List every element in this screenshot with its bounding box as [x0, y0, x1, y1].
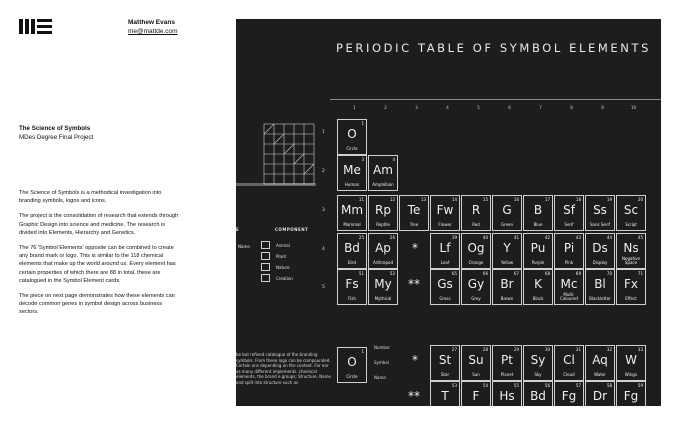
- description-paragraph: The Science of Symbols is a methodical investigation into branding symbols, logos and icons.: [19, 190, 162, 205]
- element-cell: [585, 269, 615, 305]
- element-number: 69: [575, 271, 581, 276]
- period-number: 4: [322, 247, 325, 252]
- element-name: Sans Serif: [589, 222, 611, 228]
- group-number: 6: [508, 105, 511, 110]
- element-name: Yellow: [500, 260, 514, 266]
- element-number: 30: [544, 347, 550, 352]
- element-symbol: T: [441, 389, 449, 403]
- element-cell: [430, 233, 460, 269]
- element-number: 53: [451, 383, 457, 388]
- element-cell: [523, 269, 553, 305]
- element-number: 13: [420, 197, 426, 202]
- element-number: 16: [513, 197, 519, 202]
- element-cell: [554, 381, 584, 406]
- element-cell: [337, 195, 367, 231]
- element-number: 55: [513, 383, 519, 388]
- element-cell: [616, 195, 646, 231]
- element-number: 40: [482, 235, 488, 240]
- element-cell: [523, 233, 553, 269]
- period-number: 5: [322, 285, 325, 290]
- element-symbol: Fx: [623, 277, 638, 291]
- element-name: Leaf: [440, 260, 450, 266]
- element-number: 1: [361, 349, 364, 354]
- element-number: 71: [637, 271, 643, 276]
- element-symbol: St: [438, 353, 452, 367]
- element-number: 39: [451, 235, 457, 240]
- element-symbol: Ap: [375, 241, 391, 255]
- element-name: Grey: [471, 296, 481, 302]
- key-number-label: Number: [374, 345, 391, 350]
- element-cell: [461, 269, 491, 305]
- element-cell: [585, 381, 615, 406]
- element-symbol: Y: [503, 241, 511, 255]
- creation-legend-icon: [261, 274, 270, 282]
- element-name: Orange: [468, 260, 484, 266]
- element-symbol: Me: [343, 163, 361, 177]
- element-name: Purple: [531, 260, 545, 266]
- group-number: 7: [539, 105, 542, 110]
- period-number: 1: [322, 130, 325, 135]
- element-name: Tree: [409, 222, 419, 228]
- poster-title: PERIODIC TABLE OF SYMBOL ELEMENTS: [336, 41, 652, 55]
- element-cell: [492, 195, 522, 231]
- element-symbol: Cl: [563, 353, 575, 367]
- element-cell: [461, 381, 491, 406]
- element-symbol: Su: [468, 353, 484, 367]
- element-name: Planet: [500, 372, 514, 378]
- element-name: Brown: [500, 296, 514, 302]
- element-number: 1: [361, 121, 364, 126]
- element-name: Human: [344, 182, 360, 188]
- legend-name-label: Name: [238, 244, 250, 249]
- legend-head-left: E: [236, 227, 240, 232]
- element-number: 65: [451, 271, 457, 276]
- element-name: Script: [625, 222, 637, 228]
- element-symbol: Gs: [437, 277, 453, 291]
- element-cell: [337, 155, 367, 191]
- element-name: Serif: [564, 222, 574, 228]
- element-symbol: Te: [407, 203, 421, 217]
- group-number: 4: [446, 105, 449, 110]
- element-cell: [554, 269, 584, 305]
- element-symbol: Mm: [340, 203, 364, 217]
- element-symbol: K: [534, 277, 542, 291]
- element-symbol: F: [472, 389, 480, 403]
- element-symbol: O: [347, 355, 357, 369]
- group-number: 1: [353, 105, 356, 110]
- element-symbol: O: [347, 127, 357, 141]
- element-symbol: Fg: [561, 389, 577, 403]
- key-sample-element: [337, 347, 367, 383]
- nature-legend-icon: [261, 263, 270, 271]
- element-cell: [616, 345, 646, 381]
- element-cell: [461, 345, 491, 381]
- element-cell: [523, 195, 553, 231]
- element-cell: [461, 195, 491, 231]
- element-cell: [616, 269, 646, 305]
- element-symbol: Pi: [563, 241, 575, 255]
- element-symbol: Bd: [530, 389, 546, 403]
- element-cell: [430, 195, 460, 231]
- element-cell: [616, 233, 646, 269]
- element-symbol: Lf: [439, 241, 451, 255]
- lanthanide-marker: *: [412, 353, 418, 367]
- element-number: 33: [637, 347, 643, 352]
- project-description: [19, 189, 179, 324]
- key-name-label: Name: [374, 375, 386, 380]
- plant-legend-icon: [261, 252, 270, 260]
- author-name: Matthew Evans: [128, 19, 175, 26]
- element-name: Grass: [439, 296, 451, 302]
- key-symbol-label: Symbol: [374, 360, 389, 365]
- element-number: 20: [637, 197, 643, 202]
- element-name: Star: [440, 372, 450, 378]
- element-name: Multi-Coloured: [560, 291, 578, 302]
- element-number: 29: [513, 347, 519, 352]
- element-number: 41: [513, 235, 519, 240]
- element-symbol: Dr: [592, 389, 608, 403]
- element-name: Circle: [346, 146, 358, 152]
- element-number: 11: [358, 197, 364, 202]
- element-number: 44: [606, 235, 612, 240]
- element-symbol: Am: [373, 163, 393, 177]
- description-paragraph: The piece on next page demonstrates how these elements can decode common genes in symbol design across business sectors.: [19, 293, 175, 316]
- element-name: Negative Space: [622, 255, 640, 266]
- element-number: 45: [637, 235, 643, 240]
- element-symbol: Sf: [563, 203, 575, 217]
- element-number: 15: [482, 197, 488, 202]
- element-number: 18: [575, 197, 581, 202]
- element-cell: [492, 345, 522, 381]
- period-number: 2: [322, 169, 325, 174]
- element-number: 31: [575, 347, 581, 352]
- element-number: 28: [482, 347, 488, 352]
- element-number: 42: [544, 235, 550, 240]
- element-number: 43: [575, 235, 581, 240]
- element-symbol: Pu: [530, 241, 546, 255]
- element-symbol: Ns: [623, 241, 639, 255]
- element-symbol: Fs: [345, 277, 359, 291]
- element-number: 14: [451, 197, 457, 202]
- element-number: 3: [361, 157, 364, 162]
- key-description-text: be but refined catalogue of the branding symbols. From these logo can be compounded. Certain ons depending on the context. For ear as many different implements. chemical elements, the brand e groups; Structure, Name and spilt into structure such as: [236, 352, 331, 385]
- element-name: Circle: [346, 374, 358, 380]
- legend-head-right: COMPONENT: [275, 227, 309, 232]
- element-name: Cloud: [563, 372, 575, 378]
- element-number: 58: [606, 383, 612, 388]
- element-cell: [399, 195, 429, 231]
- element-number: 54: [482, 383, 488, 388]
- project-subtitle: MDes Degree Final Project: [19, 134, 94, 141]
- element-number: 67: [513, 271, 519, 276]
- element-symbol: Og: [467, 241, 485, 255]
- element-cell: [368, 195, 398, 231]
- element-number: 59: [637, 383, 643, 388]
- element-symbol: Hs: [499, 389, 515, 403]
- element-cell: [368, 269, 398, 305]
- element-cell: [492, 233, 522, 269]
- element-cell: [523, 381, 553, 406]
- element-cell: [430, 269, 460, 305]
- element-name: Blackletter: [589, 296, 611, 302]
- element-name: Display: [592, 260, 608, 266]
- element-symbol: Gy: [467, 277, 485, 291]
- element-name: Black: [532, 296, 544, 302]
- element-symbol: Ss: [593, 203, 607, 217]
- element-symbol: W: [625, 353, 637, 367]
- element-symbol: Mc: [560, 277, 578, 291]
- element-number: 56: [544, 383, 550, 388]
- element-symbol: My: [374, 277, 392, 291]
- element-number: 4: [392, 157, 395, 162]
- element-number: 12: [389, 197, 395, 202]
- element-name: Bird: [348, 260, 356, 266]
- element-symbol: G: [502, 203, 512, 217]
- element-number: 52: [389, 271, 395, 276]
- element-name: Green: [500, 222, 514, 228]
- element-number: 68: [544, 271, 550, 276]
- actinide-marker: **: [408, 389, 420, 403]
- element-cell: [523, 345, 553, 381]
- periodic-table-poster: [236, 19, 661, 406]
- period-number: 3: [322, 208, 325, 213]
- element-name: Red: [472, 222, 480, 228]
- element-cell: [368, 233, 398, 269]
- element-symbol: Rp: [375, 203, 391, 217]
- element-number: 70: [606, 271, 612, 276]
- element-number: 66: [482, 271, 488, 276]
- element-cell: [492, 269, 522, 305]
- author-block: [128, 18, 178, 36]
- element-symbol: Fg: [623, 389, 639, 403]
- legend-item: Animal: [276, 243, 290, 248]
- element-cell: [554, 195, 584, 231]
- element-cell: [585, 195, 615, 231]
- element-cell: [585, 345, 615, 381]
- group-number: 8: [570, 105, 573, 110]
- element-name: Mammal: [343, 222, 361, 228]
- element-number: 51: [358, 271, 364, 276]
- animal-legend-icon: [261, 241, 270, 249]
- element-name: Blue: [533, 222, 543, 228]
- element-cell: [492, 381, 522, 406]
- element-cell: [554, 233, 584, 269]
- element-symbol: R: [471, 203, 481, 217]
- element-name: Water: [594, 372, 606, 378]
- element-symbol: Bl: [594, 277, 606, 291]
- element-number: 25: [358, 235, 364, 240]
- project-heading: [19, 124, 93, 142]
- group-number: 5: [477, 105, 480, 110]
- element-symbol: Aq: [592, 353, 608, 367]
- element-cell: [368, 155, 398, 191]
- element-cell: [585, 233, 615, 269]
- author-email-link[interactable]: me@mattde.com: [128, 28, 178, 35]
- element-name: Sun: [472, 372, 480, 378]
- element-name: Reptile: [376, 222, 390, 228]
- element-name: Effect: [625, 296, 637, 302]
- element-name: Mythical: [374, 296, 392, 302]
- element-cell: [337, 119, 367, 155]
- element-symbol: Pt: [501, 353, 513, 367]
- element-number: 19: [606, 197, 612, 202]
- element-cell: [461, 233, 491, 269]
- element-number: 17: [544, 197, 550, 202]
- element-name: Flower: [438, 222, 452, 228]
- element-symbol: Fw: [436, 203, 454, 217]
- group-number: 9: [601, 105, 604, 110]
- hierarchy-grid-diagram: [236, 122, 316, 186]
- element-number: 26: [389, 235, 395, 240]
- legend-item: Nature: [276, 265, 290, 270]
- element-cell: [554, 345, 584, 381]
- element-name: Fish: [348, 296, 356, 302]
- element-symbol: Sc: [623, 203, 639, 217]
- element-symbol: Sy: [530, 353, 546, 367]
- element-cell: [430, 381, 460, 406]
- legend-item: Plant: [276, 254, 287, 259]
- element-number: 27: [451, 347, 457, 352]
- element-symbol: Br: [500, 277, 514, 291]
- divider-line: [330, 99, 661, 100]
- element-cell: [337, 269, 367, 305]
- description-paragraph: The 76 'Symbol Elements' opposite can be combined to create any brand mark or logo. This is similar to the 118 chemical elements that make up the world around us. Every element has certain properties of which there are 88 in total, these are catalogued in the Symbol Element cards.: [19, 245, 176, 284]
- description-paragraph: The project is the consolidation of research that extends through Graphic Design into science and medicine. The research is divided into Elements, Hierarchy and Genetics.: [19, 213, 179, 236]
- actinide-marker: **: [408, 277, 420, 291]
- element-cell: [337, 233, 367, 269]
- element-cell: [430, 345, 460, 381]
- element-symbol: Bd: [344, 241, 360, 255]
- element-name: Arthropod: [372, 260, 393, 266]
- element-symbol: B: [533, 203, 543, 217]
- group-number: 2: [384, 105, 387, 110]
- project-title: The Science of Symbols: [19, 125, 91, 132]
- lanthanide-marker: *: [412, 241, 418, 255]
- legend-item: Creation: [276, 276, 293, 281]
- group-number: 10: [630, 105, 637, 110]
- element-name: Wings: [624, 372, 638, 378]
- element-name: Amphibian: [372, 182, 394, 188]
- element-name: Sky: [534, 372, 542, 378]
- group-number: 3: [415, 105, 418, 110]
- element-number: 32: [606, 347, 612, 352]
- mattde-logo-icon: [19, 19, 52, 34]
- element-number: 57: [575, 383, 581, 388]
- element-symbol: Ds: [592, 241, 608, 255]
- element-cell: [616, 381, 646, 406]
- element-name: Pink: [564, 260, 574, 266]
